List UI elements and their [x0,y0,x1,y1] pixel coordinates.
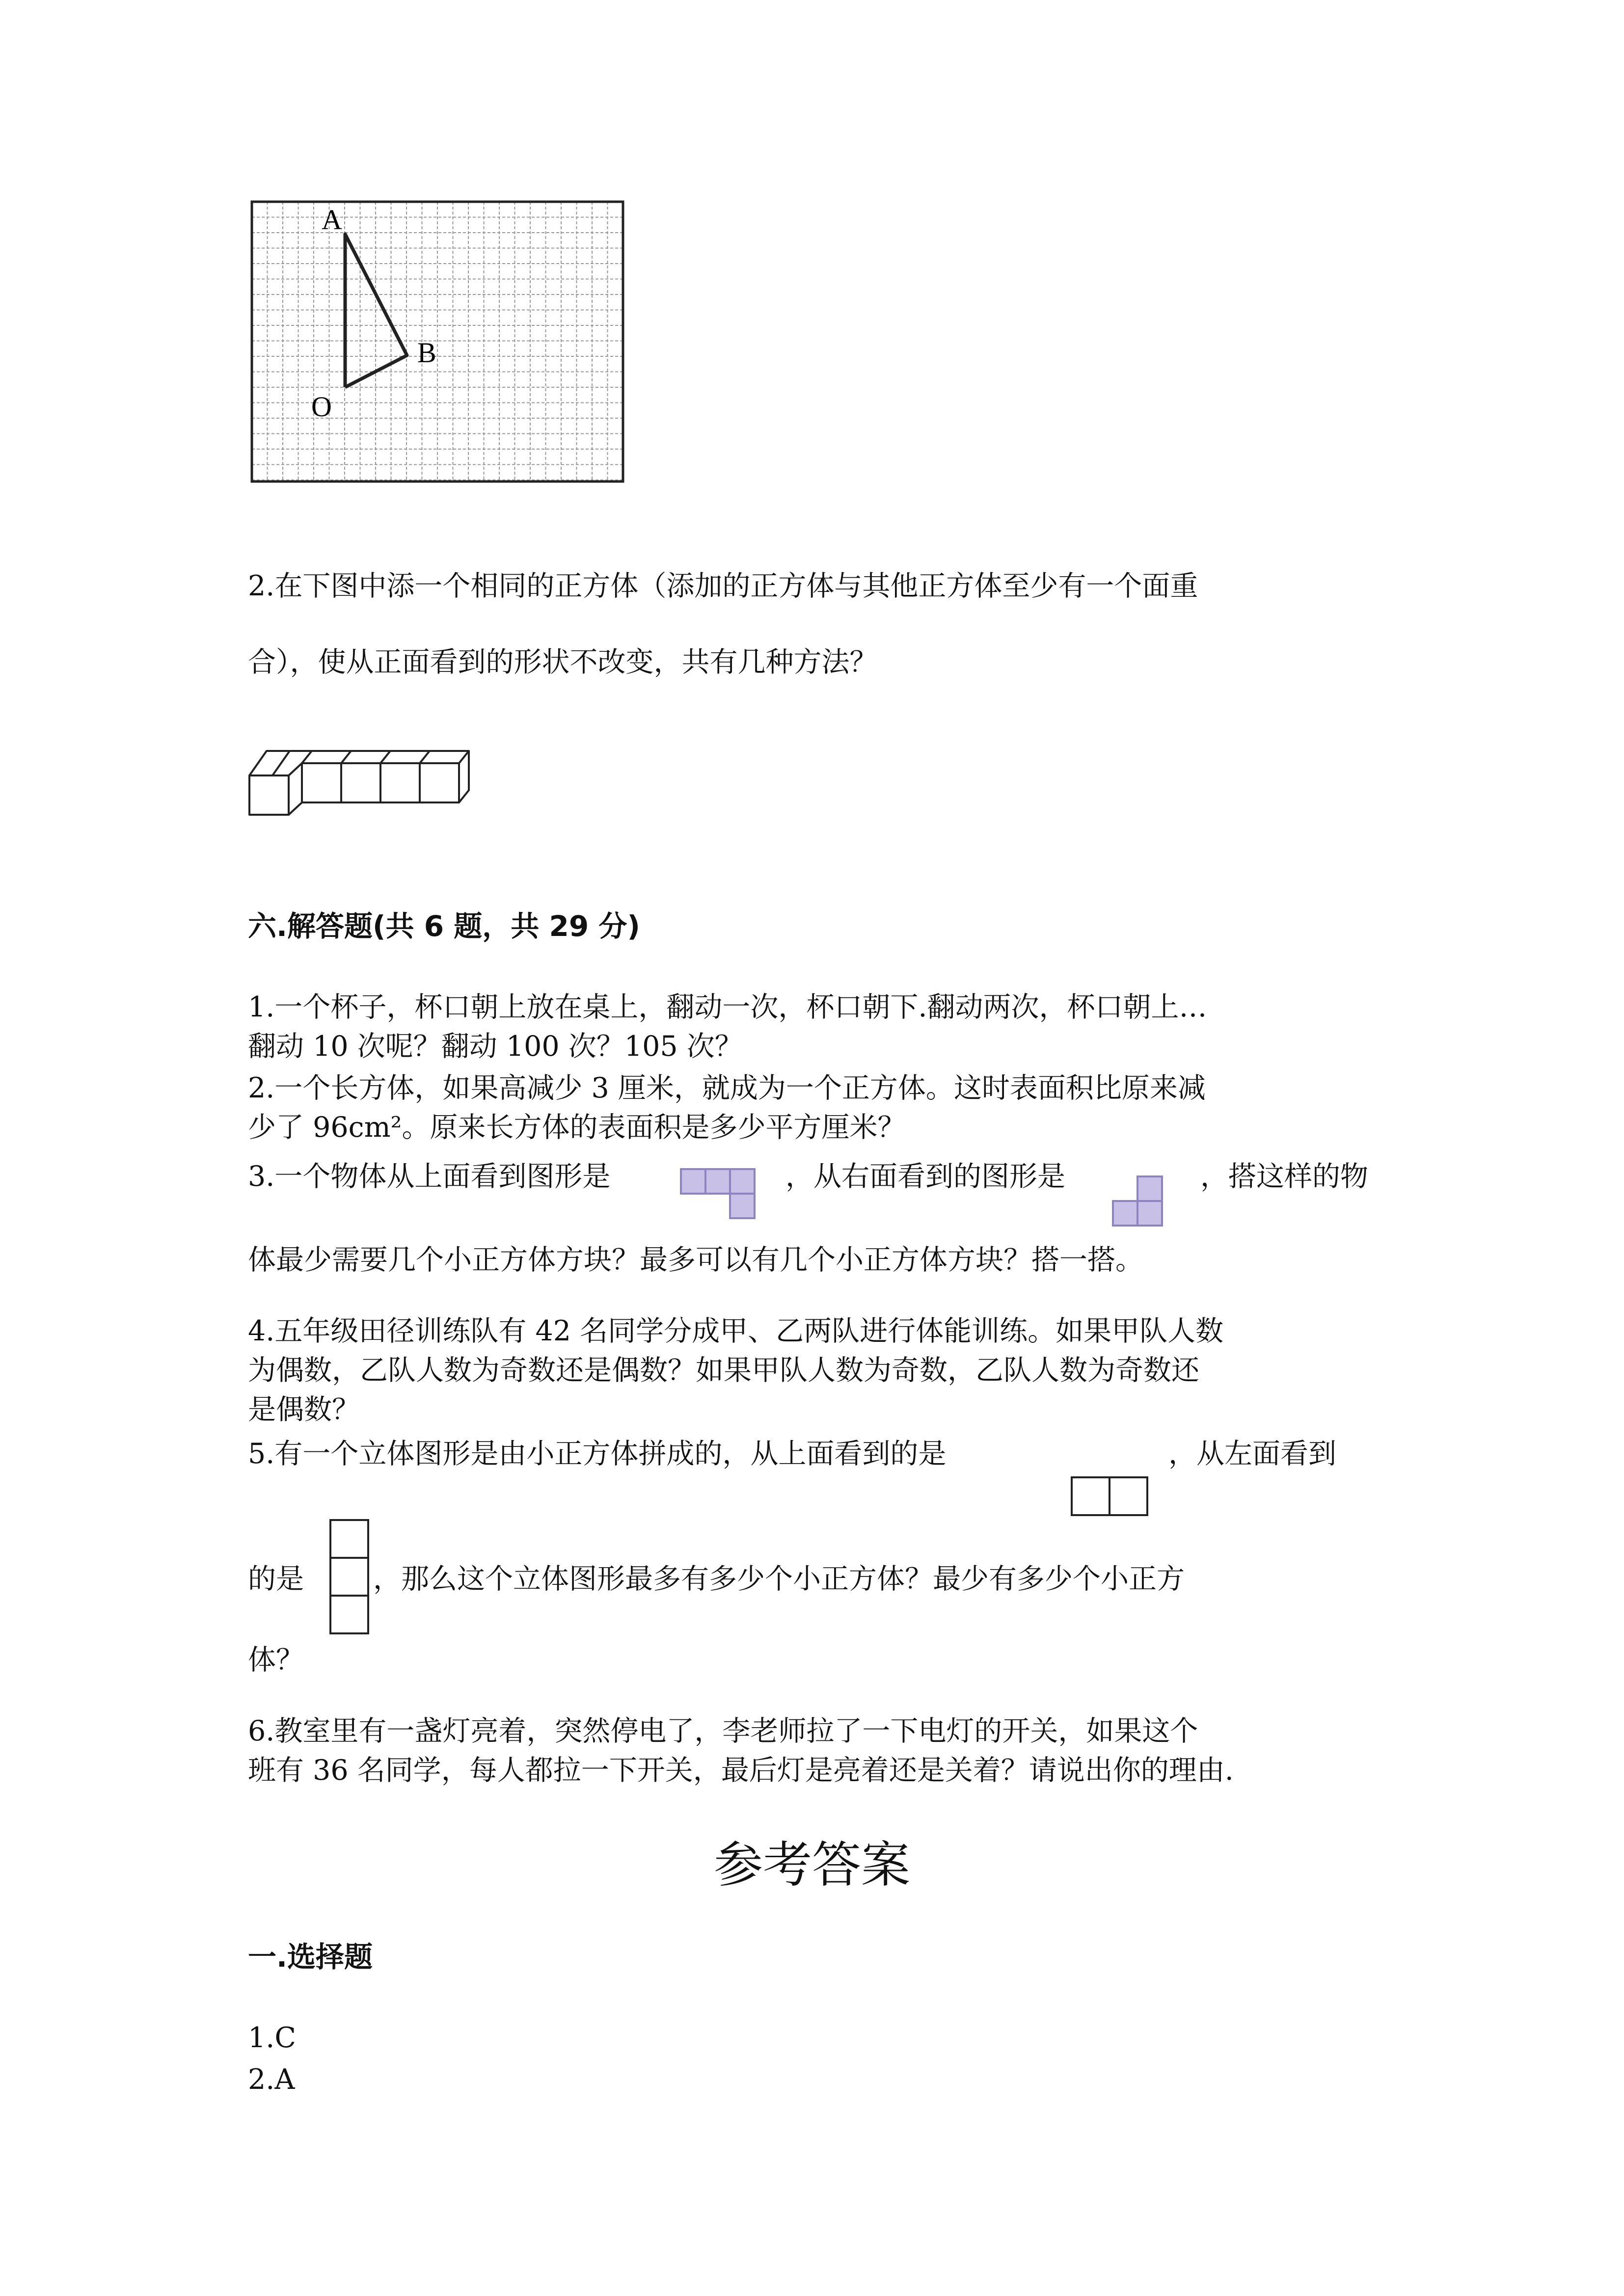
q2-line-2: 合），使从正面看到的形状不改变，共有几种方法？ [248,646,878,678]
answers-section-1-heading: 一.选择题 [248,1940,373,1974]
s6-q5-line-2a: 的是 [248,1563,304,1595]
point-label-a: A [322,204,342,236]
s6-q6-line-2: 班有 36 名同学，每人都拉一下开关，最后灯是亮着还是关着？请说出你的理由. [248,1754,1234,1787]
point-label-b: B [417,337,436,369]
s6-q1-line-2: 翻动 10 次呢？翻动 100 次？105 次？ [248,1030,743,1063]
s6-q3-part-3: ，搭这样的物 [1200,1160,1368,1193]
s6-q5-part-1: 5.有一个立体图形是由小正方体拼成的，从上面看到的是 [248,1438,947,1470]
s6-q5-line-3: 体？ [248,1644,304,1676]
q2-line-1: 2.在下图中添一个相同的正方体（添加的正方体与其他正方体至少有一个面重 [248,570,1198,602]
section-6-heading: 六.解答题(共 6 题，共 29 分) [248,909,640,943]
answer-item: 1.C [248,2022,296,2054]
s6-q5-line-2b: ，那么这个立体图形最多有多少个小正方体？最少有多少个小正方 [373,1563,1185,1595]
s6-q4-line-1: 4.五年级田径训练队有 42 名同学分成甲、乙两队进行体能训练。如果甲队人数 [248,1315,1224,1347]
s6-q3-line-2: 体最少需要几个小正方体方块？最多可以有几个小正方体方块？搭一搭。 [248,1244,1143,1276]
s6-q2-line-1: 2.一个长方体，如果高减少 3 厘米，就成为一个正方体。这时表面积比原来减 [248,1072,1206,1104]
s6-q4-line-2: 为偶数，乙队人数为奇数还是偶数？如果甲队人数为奇数，乙队人数为奇数还 [248,1354,1199,1387]
s6-q3-part-2: ，从右面看到的图形是 [785,1160,1065,1193]
answers-title: 参考答案 [714,1836,910,1894]
answer-item: 2.A [248,2063,295,2096]
s6-q2-line-2: 少了 96cm²。原来长方体的表面积是多少平方厘米？ [248,1111,906,1144]
s6-q6-line-1: 6.教室里有一盏灯亮着，突然停电了，李老师拉了一下电灯的开关，如果这个 [248,1715,1198,1747]
s6-q5-part-2: ，从左面看到 [1168,1438,1336,1470]
s6-q1-line-1: 1.一个杯子，杯口朝上放在桌上，翻动一次，杯口朝下.翻动两次，杯口朝上… [248,991,1207,1023]
point-label-o: O [311,391,332,423]
s6-q3-part-1: 3.一个物体从上面看到图形是 [248,1160,611,1193]
s6-q4-line-3: 是偶数？ [248,1393,360,1426]
